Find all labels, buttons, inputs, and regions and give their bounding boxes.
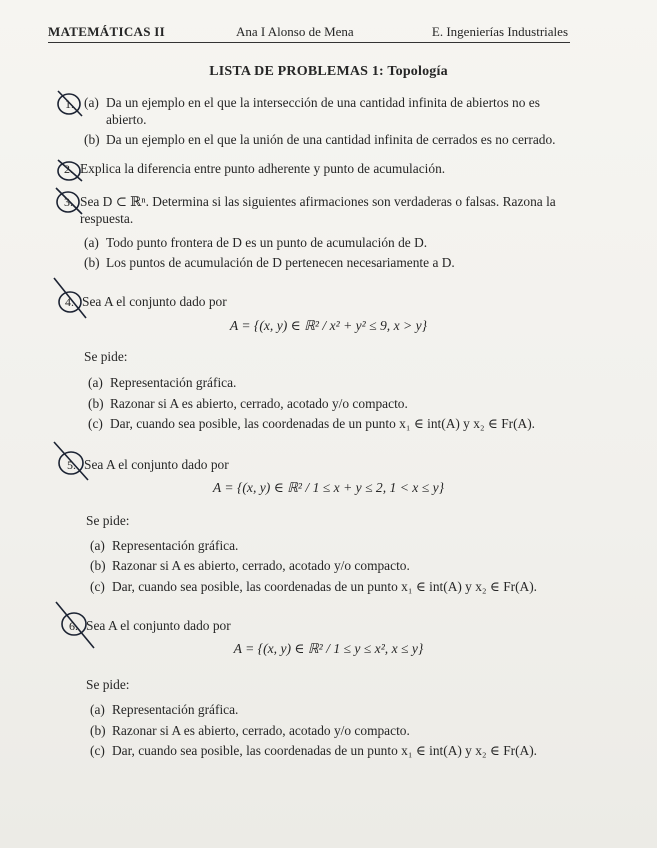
problem-5b-label: (b)	[90, 558, 106, 573]
problem-2-number: 2.	[64, 162, 73, 176]
problem-1b-label: (b)	[84, 132, 100, 147]
school-name: E. Ingenierías Industriales	[431, 24, 568, 39]
problem-6-se-pide: Se pide:	[86, 677, 130, 692]
problem-4-se-pide: Se pide:	[84, 349, 128, 364]
problem-5-se-pide: Se pide:	[86, 513, 130, 528]
problem-4b-text: Razonar si A es abierto, cerrado, acotado y/o compacto.	[110, 396, 408, 411]
problem-1a-text-line1: Da un ejemplo en el que la intersección de una cantidad infinita de abiertos no es	[106, 95, 540, 110]
problem-5a-text: Representación gráfica.	[112, 538, 239, 553]
problem-4a-text: Representación gráfica.	[110, 375, 237, 390]
problem-5-number: 5.	[67, 458, 76, 472]
course-name: MATEMÁTICAS II	[48, 24, 165, 39]
problem-3-text-line2: respuesta.	[80, 211, 134, 226]
problem-6-intro: Sea A el conjunto dado por	[86, 618, 231, 633]
problem-5-intro: Sea A el conjunto dado por	[84, 457, 229, 472]
problem-6a-label: (a)	[90, 702, 105, 717]
problem-4b-label: (b)	[88, 396, 104, 411]
author-name: Ana I Alonso de Mena	[236, 24, 354, 39]
problem-5b-text: Razonar si A es abierto, cerrado, acotado y/o compacto.	[112, 558, 410, 573]
problem-6c-label: (c)	[90, 743, 105, 758]
problem-2-text: Explica la diferencia entre punto adherente y punto de acumulación.	[80, 161, 446, 176]
problem-5-formula: A = {(x, y) ∈ ℝ² / 1 ≤ x + y ≤ 2, 1 < x ≤ y}	[212, 480, 445, 495]
problem-4-number: 4.	[65, 295, 74, 309]
problem-3-text-line1: Sea D ⊂ ℝⁿ. Determina si las siguientes afirmaciones son verdaderas o falsas. Razona la	[80, 194, 556, 209]
problem-4-intro: Sea A el conjunto dado por	[82, 294, 227, 309]
problem-5a-label: (a)	[90, 538, 105, 553]
header-rule	[48, 42, 570, 43]
problem-3b-text: Los puntos de acumulación de D pertenecen necesariamente a D.	[106, 255, 455, 270]
problem-6a-text: Representación gráfica.	[112, 702, 239, 717]
problem-3-number: 3.	[64, 195, 73, 209]
problem-1-number: 1.	[65, 97, 74, 111]
problem-1a-label: (a)	[84, 95, 99, 110]
problem-5c-text: Dar, cuando sea posible, las coordenadas de un punto x₁ ∈ int(A) y x₂ ∈ Fr(A).	[112, 579, 538, 594]
page-header	[48, 24, 568, 42]
problem-4-formula: A = {(x, y) ∈ ℝ² / x² + y² ≤ 9, x > y}	[229, 318, 428, 333]
page-title: LISTA DE PROBLEMAS 1: Topología	[209, 64, 448, 79]
problem-5c-label: (c)	[90, 579, 105, 594]
problem-6b-text: Razonar si A es abierto, cerrado, acotado y/o compacto.	[112, 723, 410, 738]
problem-3a-text: Todo punto frontera de D es un punto de acumulación de D.	[106, 235, 428, 250]
problem-1b-text: Da un ejemplo en el que la unión de una cantidad infinita de cerrados es no cerrado.	[106, 132, 556, 147]
problem-4a-label: (a)	[88, 375, 103, 390]
problem-6b-label: (b)	[90, 723, 106, 738]
problem-1a-text-line2: abierto.	[106, 112, 147, 127]
problem-6-number: 6.	[69, 619, 78, 633]
problem-6c-text: Dar, cuando sea posible, las coordenadas de un punto x₁ ∈ int(A) y x₂ ∈ Fr(A).	[112, 743, 538, 758]
problem-4c-label: (c)	[88, 416, 103, 431]
problem-3a-label: (a)	[84, 235, 99, 250]
problem-4c-text: Dar, cuando sea posible, las coordenadas de un punto x₁ ∈ int(A) y x₂ ∈ Fr(A).	[110, 416, 536, 431]
problem-3b-label: (b)	[84, 255, 100, 270]
problem-6-formula: A = {(x, y) ∈ ℝ² / 1 ≤ y ≤ x², x ≤ y}	[233, 641, 424, 656]
